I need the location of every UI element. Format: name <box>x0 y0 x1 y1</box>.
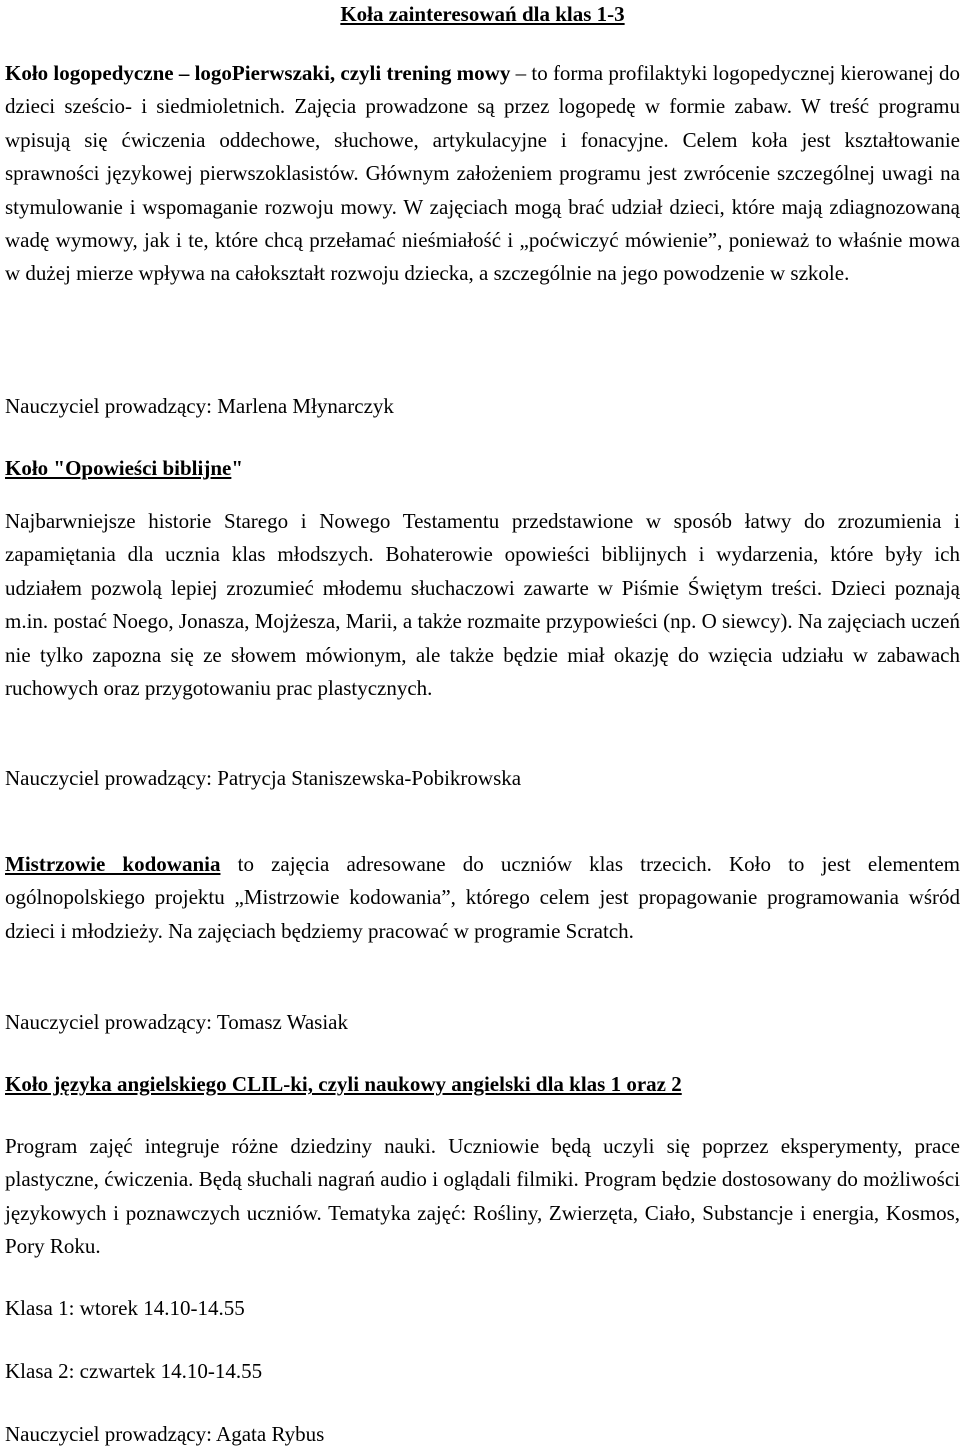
coding-masters-description: to zajęcia adresowane do uczniów klas trzecich. Koło to jest elementem ogólnopolskiego projektu „Mistrzowie kodowania”, którego celem jest propagowanie programowania wśród dzieci i młodzieży. Na zajęciach będziemy pracować w programie Scratch. <box>5 852 960 943</box>
bible-stories-heading-underlined: Koło "Opowieści biblijne <box>5 456 232 480</box>
english-club-class1-schedule: Klasa 1: wtorek 14.10-14.55 <box>5 1296 245 1320</box>
english-club-teacher: Nauczyciel prowadzący: Agata Rybus <box>5 1422 325 1446</box>
page-title: Koła zainteresowań dla klas 1-3 <box>340 2 625 26</box>
bible-stories-teacher: Nauczyciel prowadzący: Patrycja Staniszewska-Pobikrowska <box>5 766 522 790</box>
bible-stories-heading <box>5 455 243 481</box>
english-club-heading: Koło języka angielskiego CLIL-ki, czyli naukowy angielski dla klas 1 oraz 2 <box>5 1072 682 1096</box>
coding-masters-teacher: Nauczyciel prowadzący: Tomasz Wasiak <box>5 1010 349 1034</box>
logopedic-club-heading: Koło logopedyczne – logoPierwszaki, czyli trening mowy <box>5 61 511 85</box>
logopedic-club-paragraph <box>5 57 960 291</box>
coding-masters-paragraph <box>5 848 960 948</box>
english-club-description: Program zajęć integruje różne dziedziny nauki. Uczniowie będą uczyli się poprzez eksperymenty, prace plastyczne, ćwiczenia. Będą słuchali nagrań audio i oglądali filmiki. Program będzie dostosowany do możliwości językowych i poznawczych uczniów. Tematyka zajęć: Rośliny, Zwierzęta, Ciało, Substancje i energia, Kosmos, Pory Roku. <box>5 1134 960 1259</box>
bible-stories-heading-quote: " <box>231 456 244 480</box>
logopedic-club-description: – to forma profilaktyki logopedycznej kierowanej do dzieci sześcio- i siedmioletnich. Zajęcia prowadzone są przez logopedę w formie zabaw. W treść programu wpisują się ćwiczenia oddechowe, słuchowe, artykulacyjne i fonacyjne. Celem koła jest kształtowanie sprawności językowej pierwszoklasistów. Głównym założeniem programu jest zwrócenie szczególnej uwagi na stymulowanie i wspomaganie rozwoju mowy. W zajęciach mogą brać udział dzieci, które mają zdiagnozowaną wadę wymowy, jak i te, które chcą przełamać nieśmiałość i „poćwiczyć mówienie”, ponieważ to właśnie mowa w dużej mierze wpływa na całokształt rozwoju dziecka, a szczególnie na jego powodzenie w szkole. <box>5 61 960 286</box>
coding-masters-heading: Mistrzowie kodowania <box>5 852 221 876</box>
logopedic-club-teacher: Nauczyciel prowadzący: Marlena Młynarczyk <box>5 394 394 418</box>
english-club-class2-schedule: Klasa 2: czwartek 14.10-14.55 <box>5 1359 263 1383</box>
bible-stories-description: Najbarwniejsze historie Starego i Nowego Testamentu przedstawione w sposób łatwy do zrozumienia i zapamiętania dla ucznia klas młodszych. Bohaterowie opowieści biblijnych i wydarzenia, które były ich udziałem pozwolą lepiej zrozumieć młodemu słuchaczowi zawarte w Piśmie Świętym treści. Dzieci poznają m.in. postać Noego, Jonasza, Mojżesza, Marii, a także rozmaite przypowieści (np. O siewcy). Na zajęciach uczeń nie tylko zapozna się ze słowem mówionym, ale także będzie miał okazję do wzięcia udziału w zabawach ruchowych oraz przygotowaniu prac plastycznych. <box>5 509 960 701</box>
